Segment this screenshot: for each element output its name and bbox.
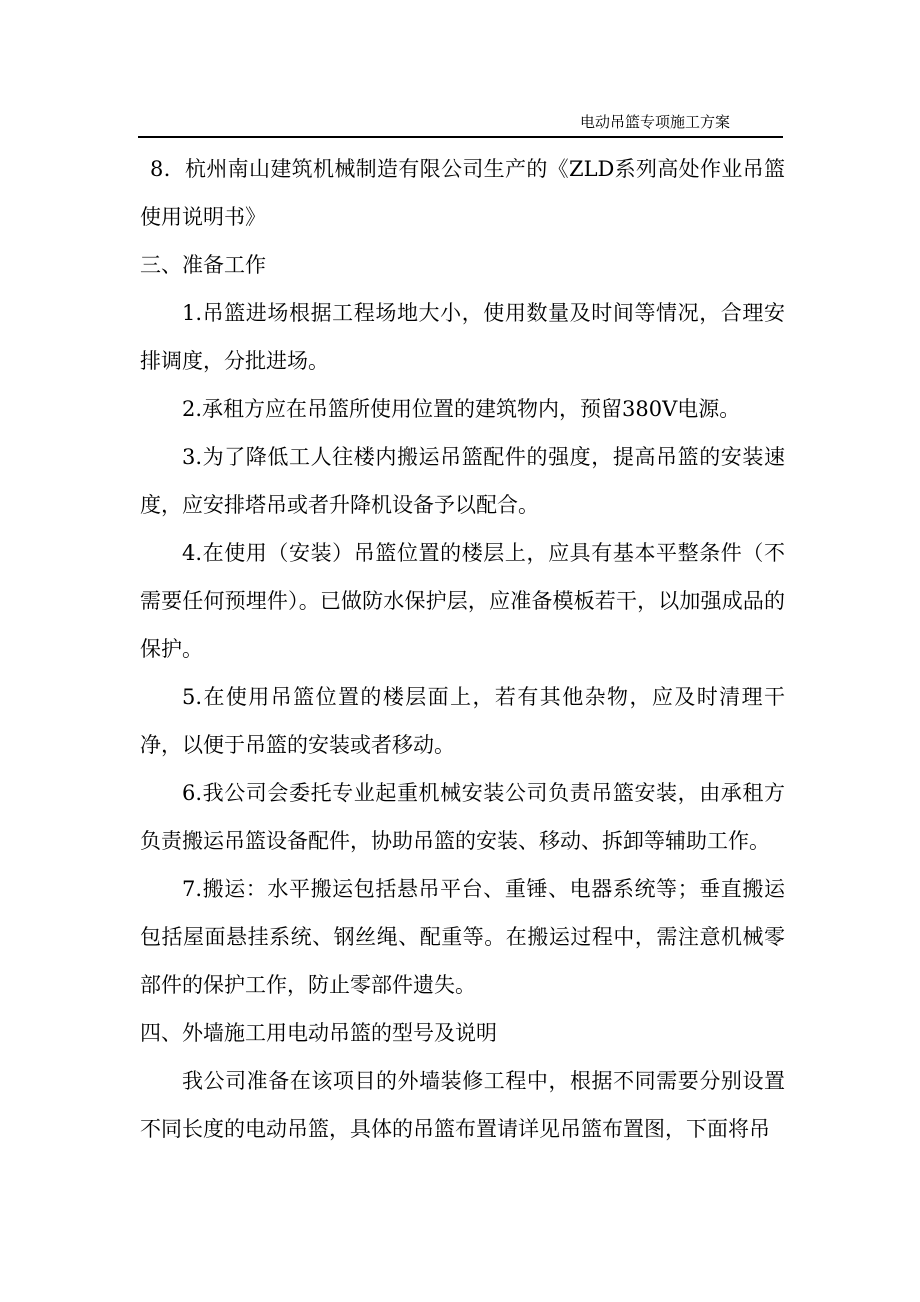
document-body: [140, 145, 785, 1153]
prep-item-4: 4.在使用（安装）吊篮位置的楼层上，应具有基本平整条件（不需要任何预埋件）。已做防水保护层，应准备模板若干，以加强成品的保护。: [140, 541, 785, 661]
prep-item-5: 5.在使用吊篮位置的楼层面上，若有其他杂物，应及时清理干净，以便于吊篮的安装或者移动。: [140, 685, 785, 757]
prep-item-1: 1.吊篮进场根据工程场地大小，使用数量及时间等情况，合理安排调度，分批进场。: [140, 301, 785, 373]
prep-item-7: 7.搬运：水平搬运包括悬吊平台、重锤、电器系统等；垂直搬运包括屋面悬挂系统、钢丝绳、配重等。在搬运过程中，需注意机械零部件的保护工作，防止零部件遗失。: [140, 877, 785, 997]
header-divider: [138, 136, 783, 138]
section-heading-models: 四、外墙施工用电动吊篮的型号及说明: [140, 1021, 497, 1045]
reference-item-8: 8．杭州南山建筑机械制造有限公司生产的《ZLD系列高处作业吊篮使用说明书》: [140, 157, 785, 229]
prep-item-6: 6.我公司会委托专业起重机械安装公司负责吊篮安装，由承租方负责搬运吊篮设备配件，协助吊篮的安装、移动、拆卸等辅助工作。: [140, 781, 785, 853]
section-heading-preparation: 三、准备工作: [140, 253, 266, 277]
prep-item-2: 2.承租方应在吊篮所使用位置的建筑物内，预留380V电源。: [182, 397, 741, 421]
prep-item-3: 3.为了降低工人往楼内搬运吊篮配件的强度，提高吊篮的安装速度，应安排塔吊或者升降机设备予以配合。: [140, 445, 785, 517]
running-header: 电动吊篮专项施工方案: [580, 113, 731, 131]
models-intro-paragraph: 我公司准备在该项目的外墙装修工程中，根据不同需要分别设置不同长度的电动吊篮，具体的吊篮布置请详见吊篮布置图，下面将吊: [140, 1069, 785, 1141]
